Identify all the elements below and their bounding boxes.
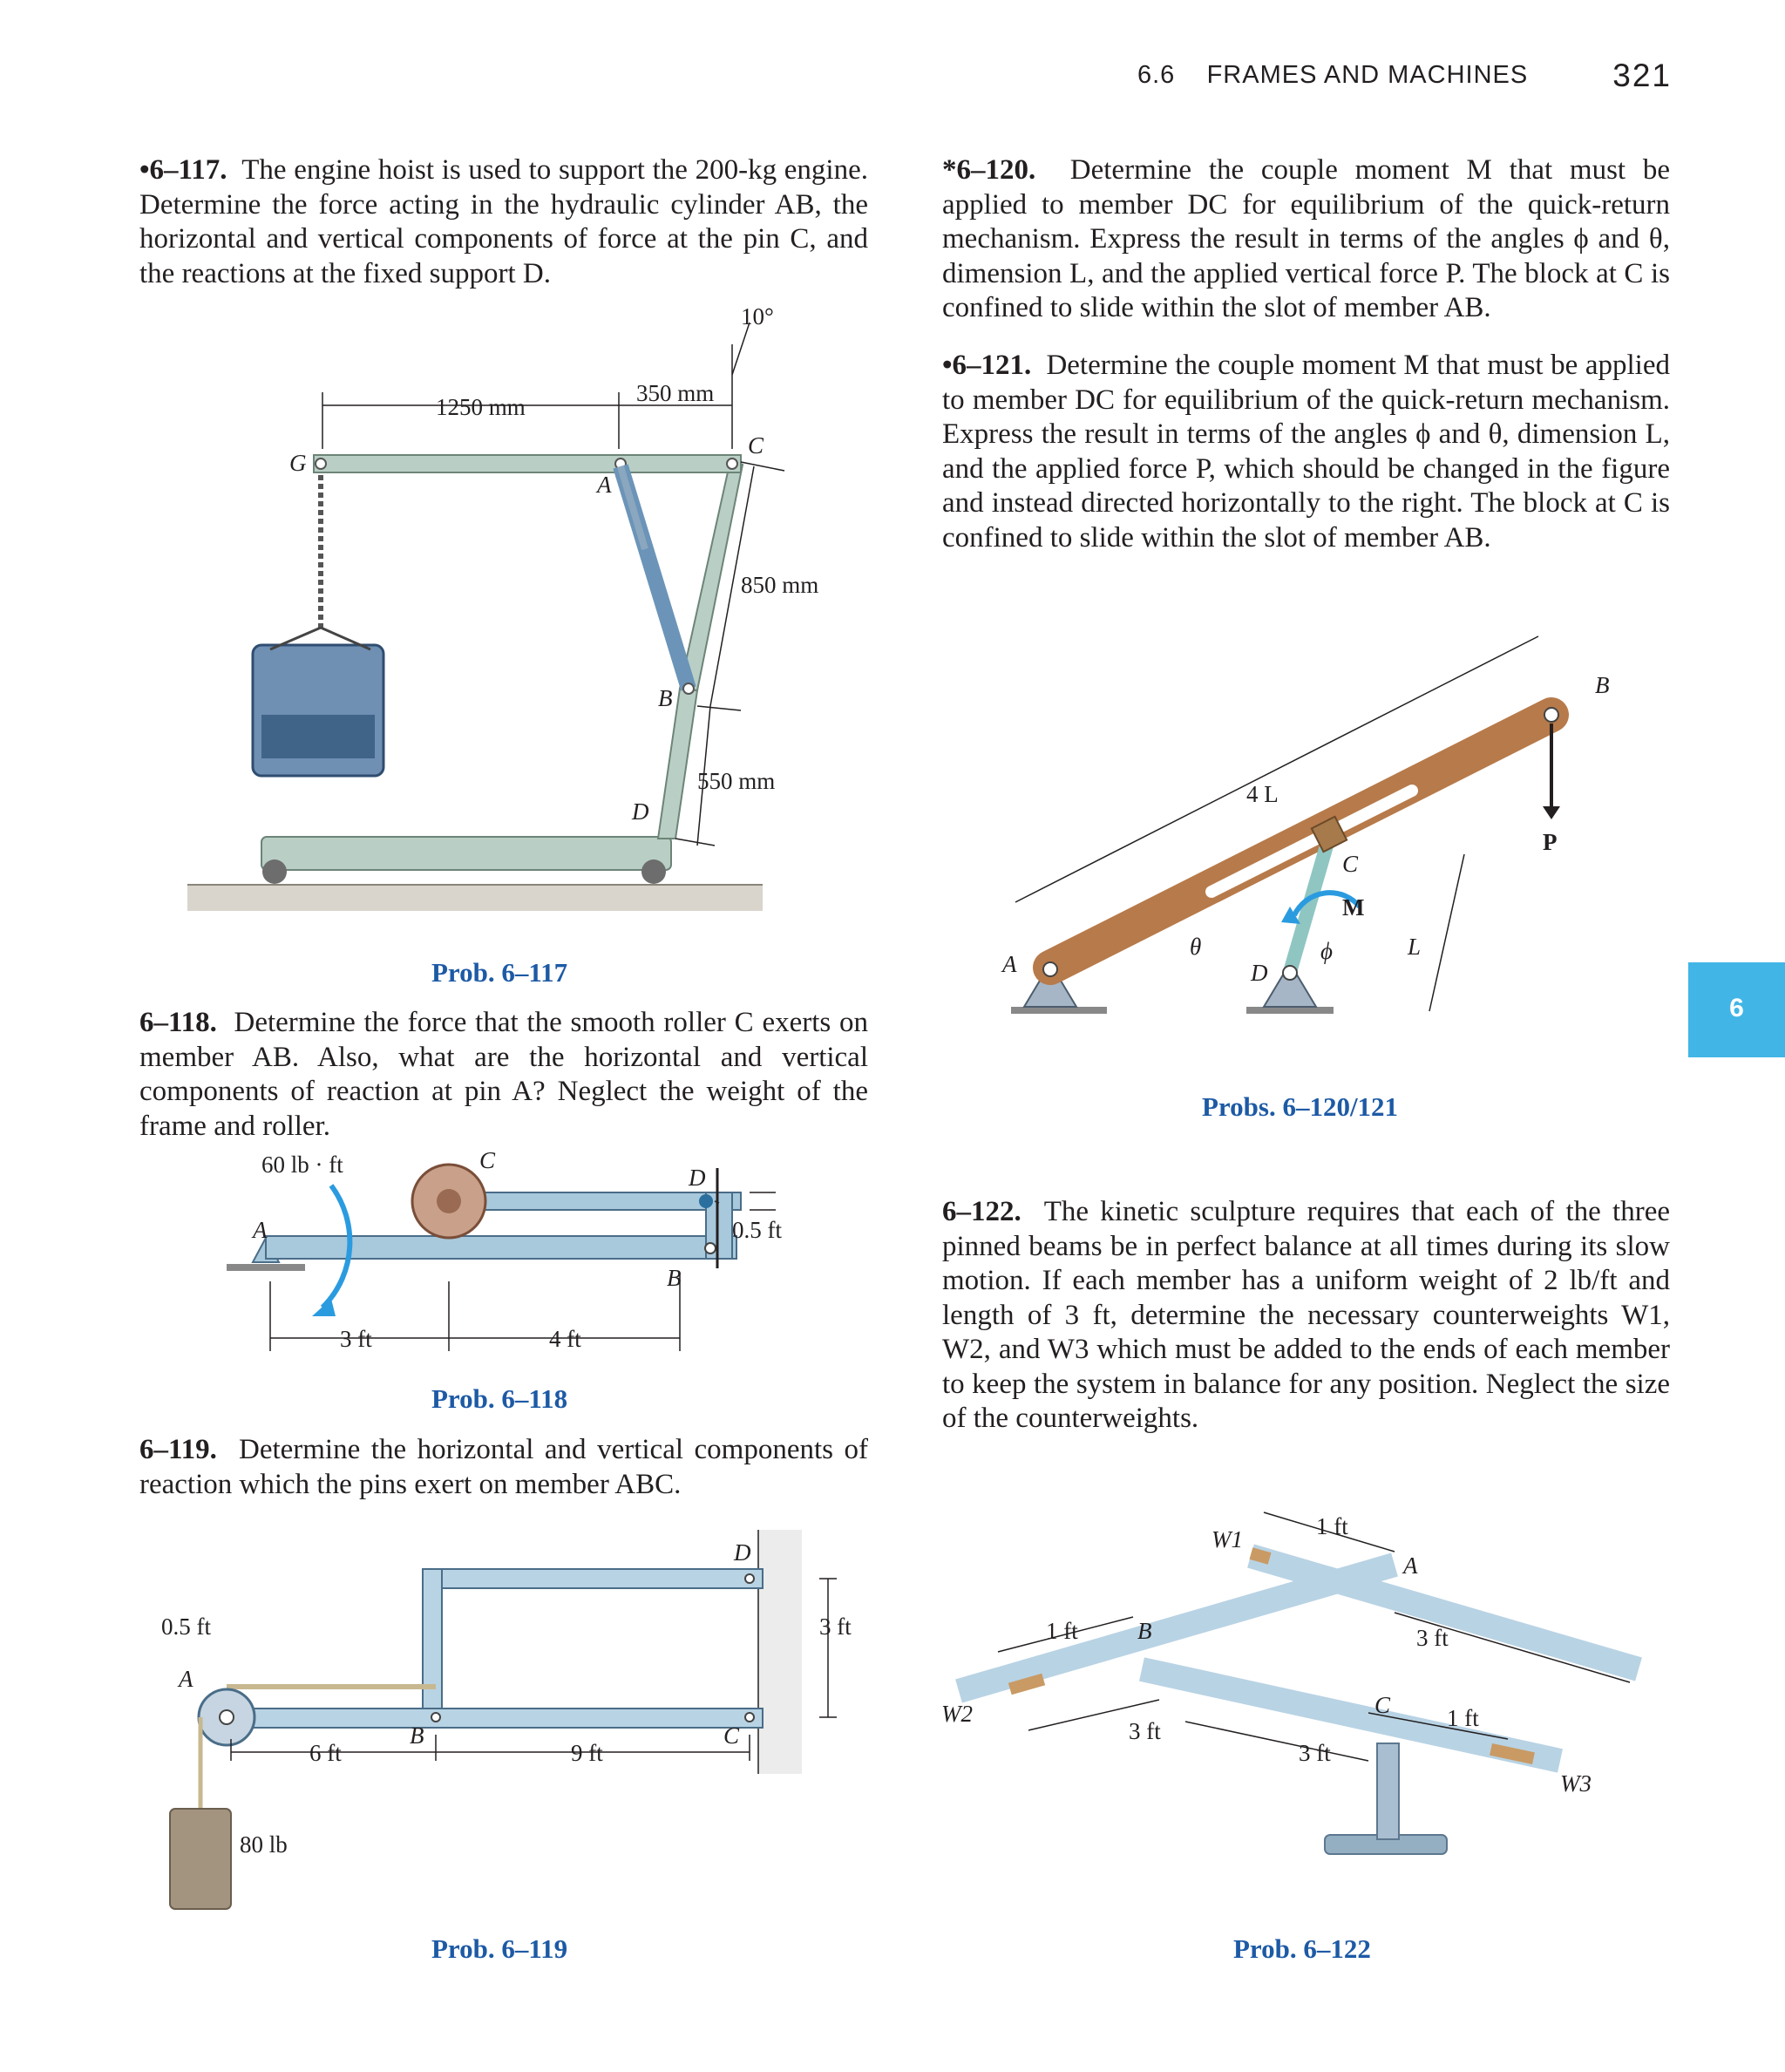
- dim-3ft-a: 3 ft: [1416, 1625, 1449, 1651]
- caption-6-117: Prob. 6–117: [431, 957, 568, 988]
- label-B: B: [410, 1722, 424, 1749]
- figure-6-119: [148, 1530, 863, 1922]
- chapter-tab-label: 6: [1729, 994, 1744, 1022]
- dim-550mm: 550 mm: [697, 768, 776, 794]
- support-A: [227, 1264, 305, 1271]
- dim-1ft-b: 1 ft: [1046, 1618, 1078, 1644]
- member-AB: [266, 1236, 736, 1259]
- problem-text: The engine hoist is used to support the 200-kg engine. Determine the force acting in the hydraulic cylinder AB, the horizontal and vertical components of force at the pin C, and the reactions at the fixed support D.: [139, 154, 868, 289]
- caption-6-118: Prob. 6–118: [431, 1383, 568, 1414]
- label-C: C: [479, 1147, 496, 1173]
- problem-6-118: [139, 1006, 868, 1144]
- label-D: D: [734, 1539, 751, 1566]
- dim-9ft: 9 ft: [571, 1740, 603, 1766]
- label-W3: W3: [1560, 1770, 1592, 1797]
- base-frame: [261, 837, 671, 870]
- member-vertical: [423, 1569, 442, 1722]
- weight-80lb: [170, 1809, 231, 1909]
- problem-label: 6–119.: [139, 1434, 217, 1465]
- column-upper: [680, 460, 743, 690]
- dim-4ft: 4 ft: [549, 1326, 581, 1352]
- chapter-tab: [1688, 962, 1785, 1057]
- dim-850mm: 850 mm: [741, 572, 819, 598]
- running-header: [1137, 61, 1528, 90]
- stand-post: [1377, 1743, 1399, 1839]
- problem-6-117: [139, 153, 868, 291]
- caption-6-122: Prob. 6–122: [1233, 1933, 1371, 1964]
- dim-1ft-a: 1 ft: [1316, 1513, 1348, 1539]
- label-D: D: [1251, 960, 1268, 986]
- dim-1ft-c: 1 ft: [1447, 1705, 1479, 1731]
- label-G: G: [289, 450, 307, 476]
- label-A: A: [597, 472, 612, 498]
- dim-4L: 4 L: [1246, 781, 1279, 807]
- label-C: C: [748, 432, 764, 459]
- label-B: B: [667, 1265, 682, 1291]
- problem-6-119: [139, 1433, 868, 1502]
- dim-1250mm: 1250 mm: [436, 394, 526, 420]
- angle-phi: ϕ: [1320, 938, 1333, 964]
- boom: [314, 455, 741, 472]
- ground: [187, 885, 763, 911]
- force-label: P: [1543, 829, 1558, 855]
- label-D: D: [632, 798, 649, 825]
- figure-6-120-121: [994, 662, 1621, 1029]
- weight-label: 80 lb: [240, 1831, 288, 1858]
- dim-3ft-c: 3 ft: [1299, 1740, 1331, 1766]
- problem-label: 6–122.: [942, 1196, 1021, 1227]
- problem-6-121: [942, 349, 1670, 555]
- section-title: FRAMES AND MACHINES: [1206, 61, 1529, 89]
- dim-3ft-b: 3 ft: [1129, 1718, 1161, 1744]
- label-W1: W1: [1211, 1526, 1243, 1552]
- label-C: C: [723, 1722, 740, 1749]
- problem-label: •6–117.: [139, 154, 227, 186]
- problem-text: Determine the couple moment M that must be applied to member DC for equilibrium of the quick-return mechanism. Express the result in terms of the angles ϕ and θ, dimension L, and the applied force P, which should be changed in the figure and instead directed horizontally to the right. The block at C is confined to slide within the slot of member AB.: [942, 350, 1670, 554]
- problem-label: *6–120.: [942, 154, 1036, 186]
- dim-6ft: 6 ft: [309, 1740, 342, 1766]
- moment-label: M: [1342, 894, 1365, 921]
- label-A: A: [253, 1217, 268, 1243]
- page-number: 321: [1612, 58, 1672, 93]
- problem-6-120: [942, 153, 1670, 326]
- figure-6-118: [218, 1147, 828, 1369]
- dim-0-5ft: 0.5 ft: [161, 1613, 211, 1640]
- label-B: B: [1137, 1618, 1152, 1644]
- problem-text: Determine the force that the smooth roller C exerts on member AB. Also, what are the horizontal and vertical components of reaction at pin A? Neglect the weight of the frame and roller.: [139, 1007, 869, 1142]
- label-W2: W2: [941, 1701, 973, 1727]
- problem-label: •6–121.: [942, 350, 1032, 381]
- dim-350mm: 350 mm: [636, 380, 715, 406]
- dim-0-5ft: 0.5 ft: [732, 1217, 782, 1243]
- beam-1: [1251, 1556, 1639, 1669]
- label-A: A: [179, 1666, 193, 1692]
- dim-angle-10: 10°: [741, 303, 774, 329]
- wall: [758, 1530, 802, 1774]
- member-ABC: [218, 1709, 763, 1728]
- problem-text: The kinetic sculpture requires that each of the three pinned beams be in perfect balance at all times during its slow motion. If each member has a uniform weight of 2 lb/ft and length of 3 ft, determine the necessary counterweights W1, W2, and W3 which must be added to the ends of each member to keep the system in balance for any position. Neglect the size of the counterweights.: [942, 1196, 1670, 1434]
- section-number: 6.6: [1137, 61, 1176, 89]
- label-C: C: [1374, 1692, 1391, 1718]
- figure-6-122: [941, 1508, 1665, 1874]
- moment-label: 60 lb · ft: [261, 1151, 343, 1178]
- dim-3ft: 3 ft: [819, 1613, 852, 1640]
- problem-label: 6–118.: [139, 1007, 217, 1038]
- figure-6-117: [174, 305, 854, 915]
- angle-theta: θ: [1190, 934, 1202, 960]
- label-D: D: [689, 1165, 706, 1191]
- label-A: A: [1403, 1552, 1418, 1579]
- caption-6-120-121: Probs. 6–120/121: [1202, 1091, 1399, 1122]
- problem-text: Determine the couple moment M that must be applied to member DC for equilibrium of the quick-return mechanism. Express the result in terms of the angles ϕ and θ, dimension L, and the applied vertical force P. The block at C is confined to slide within the slot of member AB.: [942, 154, 1670, 323]
- label-A: A: [1002, 951, 1017, 977]
- dim-L: L: [1408, 934, 1422, 960]
- label-B: B: [658, 685, 673, 711]
- caption-6-119: Prob. 6–119: [431, 1933, 568, 1964]
- label-C: C: [1342, 851, 1359, 877]
- member-upper-frame: [423, 1569, 763, 1588]
- problem-text: Determine the horizontal and vertical components of reaction which the pins exert on member ABC.: [139, 1434, 869, 1500]
- dim-3ft: 3 ft: [340, 1326, 372, 1352]
- problem-6-122: [942, 1195, 1670, 1437]
- member-CD: [445, 1192, 741, 1210]
- label-B: B: [1595, 672, 1610, 698]
